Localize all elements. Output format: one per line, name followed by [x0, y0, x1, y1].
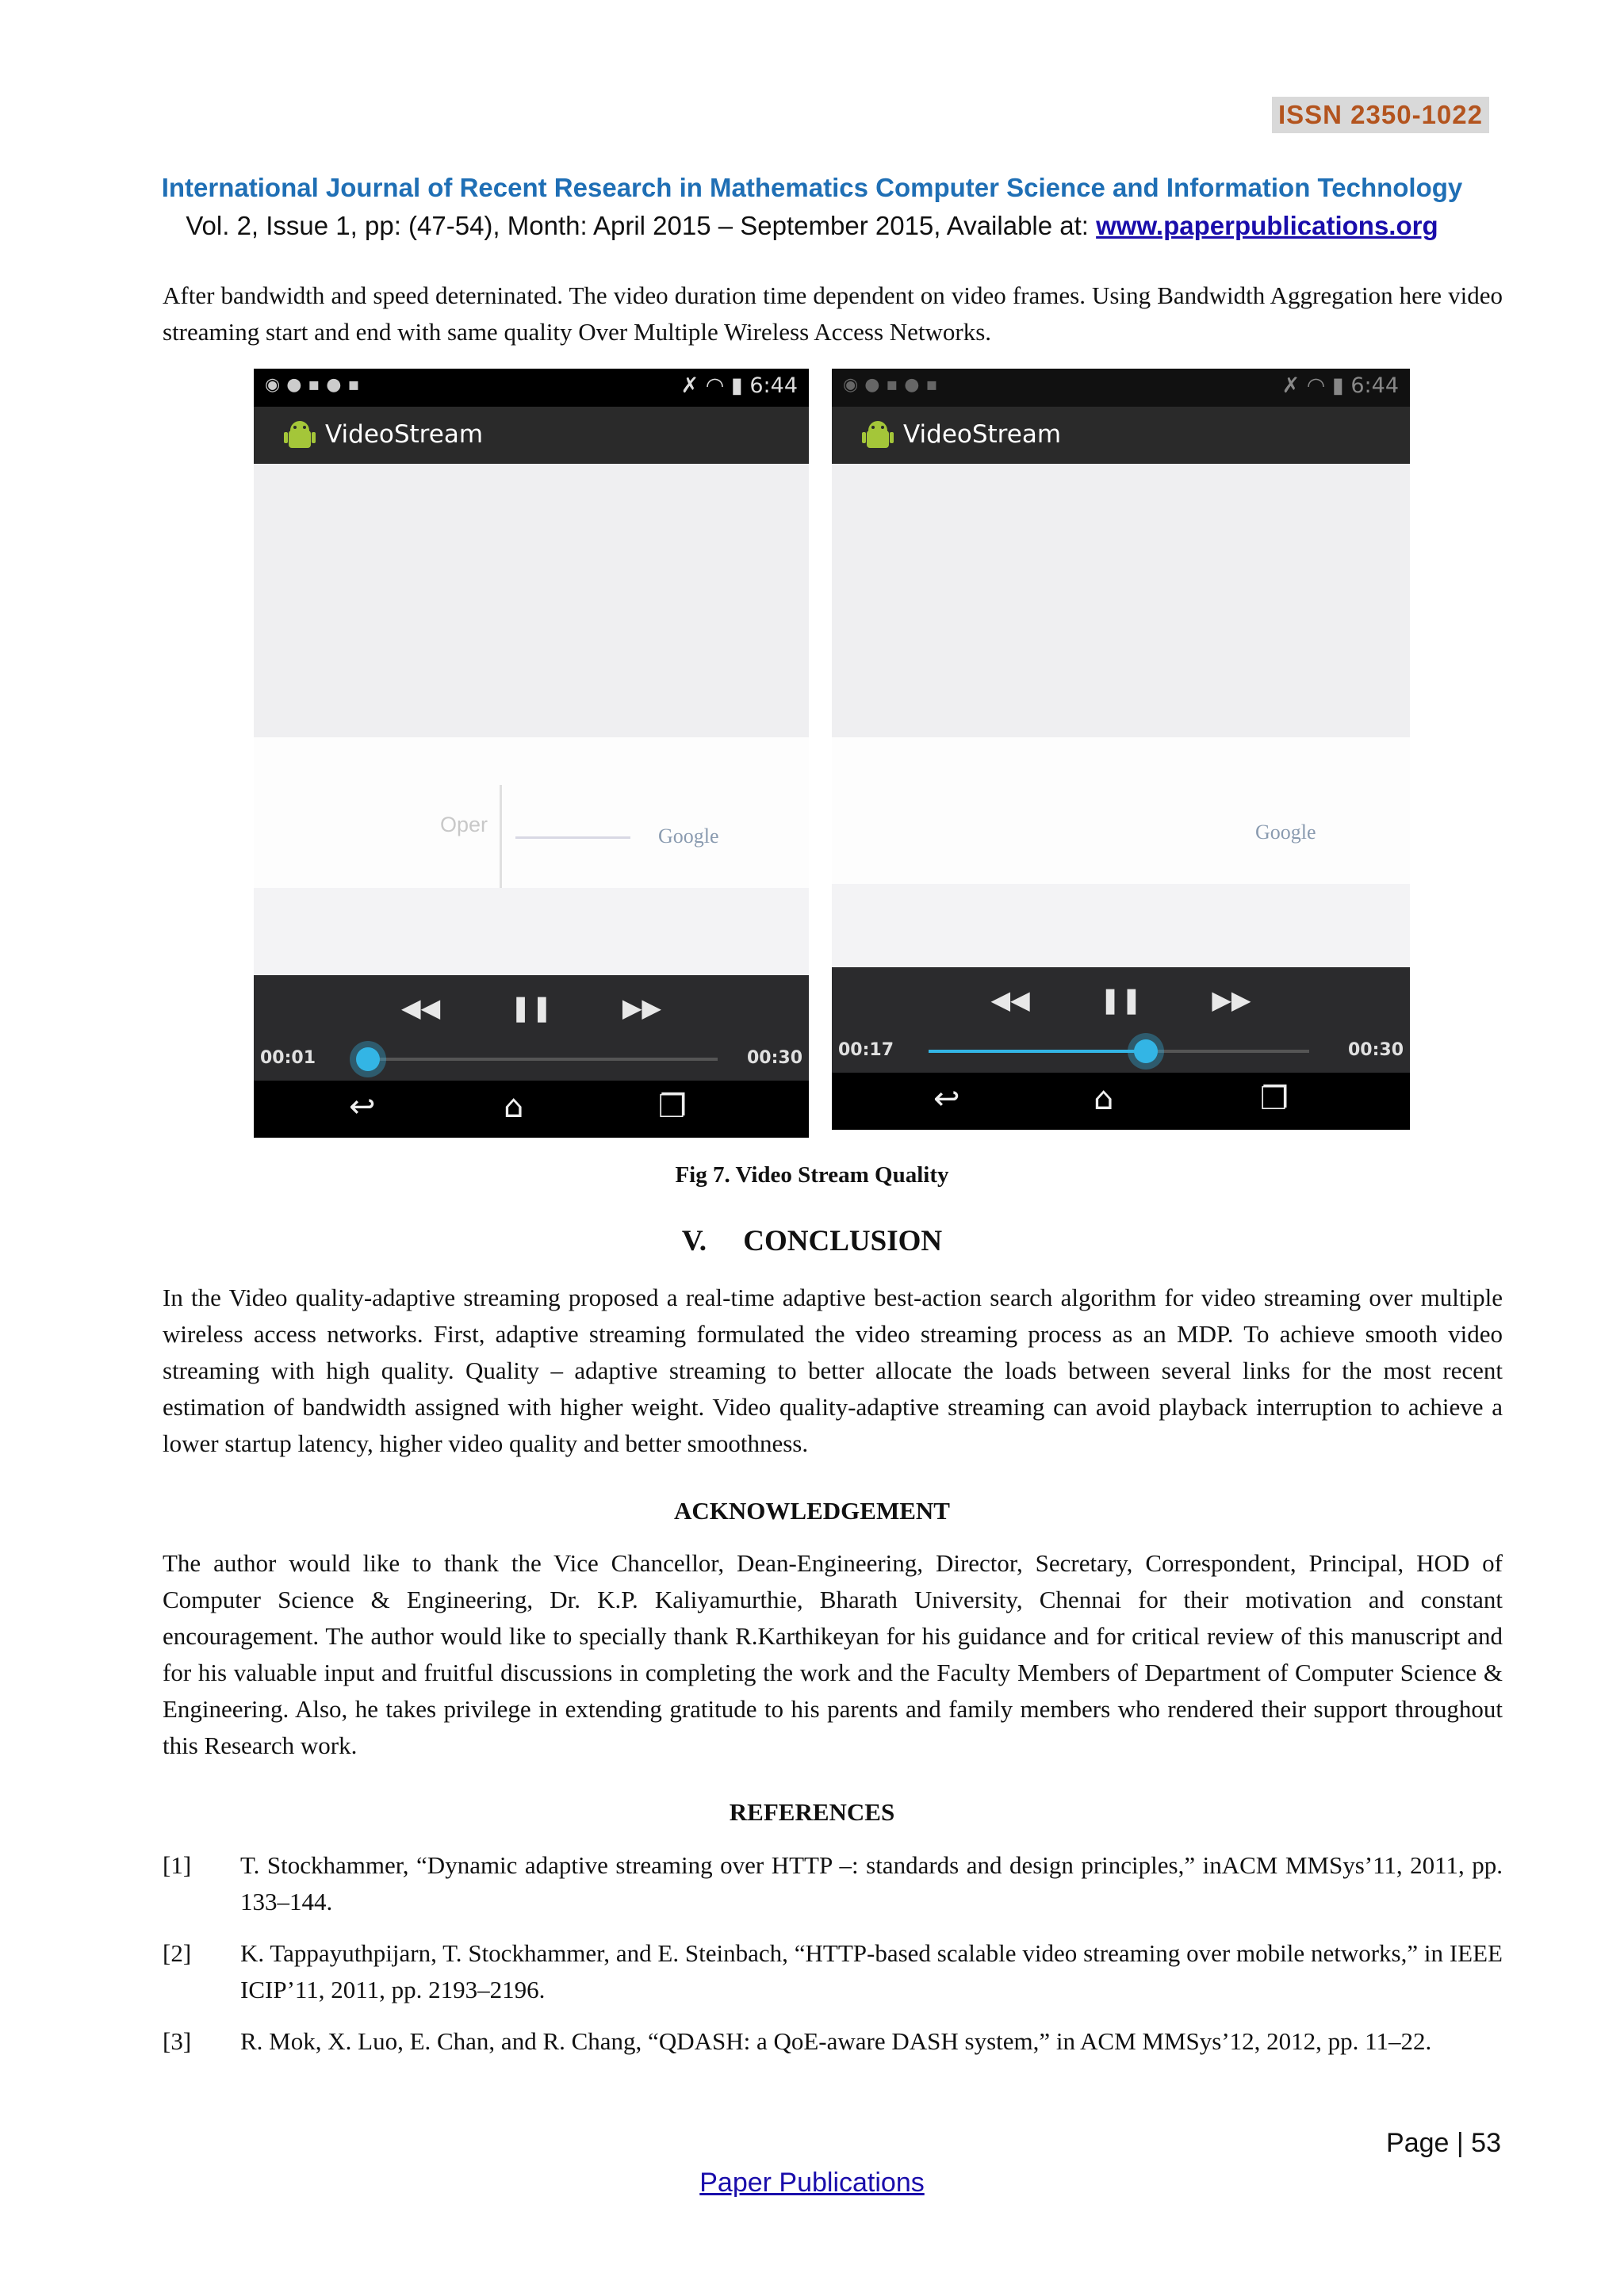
back-icon[interactable]: ↩ [349, 1089, 376, 1125]
home-icon[interactable]: ⌂ [1094, 1081, 1114, 1117]
seek-thumb[interactable] [356, 1047, 380, 1071]
app-title: VideoStream [903, 420, 1062, 449]
reference-item [163, 2023, 1503, 2096]
back-icon[interactable]: ↩ [933, 1081, 960, 1117]
notification-icons: ◉●▪●▪ [265, 375, 366, 395]
seek-thumb[interactable] [1134, 1039, 1158, 1063]
video-line [515, 836, 630, 839]
playback-buttons [832, 985, 1410, 1015]
recents-icon[interactable]: ❐ [658, 1089, 687, 1125]
overlay-text: Oper [440, 813, 488, 836]
duration-time: 00:30 [1347, 1040, 1404, 1060]
reference-number: [2] [163, 1939, 192, 1967]
intro-paragraph: After bandwidth and speed deterninated. The video duration time dependent on video frames. Using Bandwidth Aggregation here video streaming start and end with same quality Over Multiple Wireless Access Networks. [163, 281, 1503, 346]
elapsed-time: 00:17 [838, 1040, 894, 1060]
playback-buttons [254, 993, 809, 1023]
journal-site-link[interactable]: www.paperpublications.org [1096, 211, 1438, 240]
reference-text: K. Tappayuthpijarn, T. Stockhammer, and E. Steinbach, “HTTP-based scalable video streaming over mobile networks,” in IEEE ICIP’11, 2011, pp. 2193–2196. [240, 1939, 1503, 2003]
volume-text: Vol. 2, Issue 1, pp: (47-54), Month: April 2015 – September 2015, Available at: [186, 211, 1097, 240]
nav-bar [254, 1081, 809, 1138]
seek-track[interactable] [357, 1058, 718, 1061]
android-app-icon [862, 421, 894, 450]
reference-number: [3] [163, 2027, 192, 2055]
volume-line [0, 211, 1624, 241]
action-bar [832, 407, 1410, 464]
phone-screenshot-2 [832, 369, 1410, 1130]
page-number: Page | 53 [1386, 2128, 1501, 2158]
video-area-bottom [832, 884, 1410, 971]
acknowledgement-heading: ACKNOWLEDGEMENT [674, 1497, 950, 1525]
rewind-icon[interactable]: ◀◀ [990, 985, 1030, 1015]
figure-caption: Fig 7. Video Stream Quality [675, 1162, 949, 1188]
duration-time: 00:30 [746, 1048, 802, 1068]
action-bar [254, 407, 809, 464]
status-clock: ✗ ◠ ▮ 6:44 [680, 373, 798, 398]
recents-icon[interactable]: ❐ [1260, 1081, 1289, 1117]
video-area-top [832, 464, 1410, 737]
app-title: VideoStream [325, 420, 484, 449]
acknowledgement-paragraph: The author would like to thank the Vice Chancellor, Dean-Engineering, Director, Secretary, Correspondent, Principal, HOD of Computer Science & Engineering, Dr. K.P. Kaliyamurthie, Bharath University, Chennai for their motivation and constant encouragement. The author would like to specially thank R.Karthikeyan for his guidance and for critical review of this manuscript and for his valuable input and fruitful discussions in completing the work and the Faculty Members of Department of Computer Science & Engineering. Also, he takes privilege in extending gratitude to his parents and family members who rendered their support throughout this Research work. [163, 1549, 1503, 1759]
nav-bar [832, 1073, 1410, 1130]
conclusion-paragraph: In the Video quality-adaptive streaming proposed a real-time adaptive best-action search algorithm for video streaming over multiple wireless access networks. First, adaptive streaming formulated the video streaming process as an MDP. To achieve smooth video streaming with high quality. Quality – adaptive streaming to better allocate the loads between several links for the most recent estimation of bandwidth assigned with higher weight. Video quality-adaptive streaming can avoid playback interruption to achieve a lower startup latency, higher video quality and better smoothness. [163, 1284, 1503, 1457]
pause-icon[interactable]: ❚❚ [1099, 985, 1143, 1015]
pause-icon[interactable]: ❚❚ [510, 993, 553, 1023]
video-area-bottom [254, 888, 809, 983]
journal-title: International Journal of Recent Research in Mathematics Computer Science and Information Technology [161, 173, 1463, 202]
google-watermark-2: Google [1255, 821, 1316, 844]
fast-forward-icon[interactable]: ▶▶ [1212, 985, 1251, 1015]
google-watermark-1: Google [658, 825, 719, 848]
reference-item [163, 1935, 1503, 2008]
status-bar [832, 369, 1410, 407]
media-controls [254, 975, 809, 1081]
status-clock: ✗ ◠ ▮ 6:44 [1281, 373, 1399, 398]
video-divider [500, 785, 502, 904]
publisher-footer [0, 2168, 1624, 2198]
status-bar [254, 369, 809, 407]
rewind-icon[interactable]: ◀◀ [400, 993, 441, 1023]
reference-text: T. Stockhammer, “Dynamic adaptive streaming over HTTP –: standards and design principles,” inACM MMSys’11, 2011, pp. 133–144. [240, 1851, 1503, 1915]
home-icon[interactable]: ⌂ [504, 1089, 524, 1125]
references-heading: REFERENCES [729, 1798, 895, 1826]
issn-label: ISSN 2350-1022 [1272, 97, 1489, 133]
publisher-link[interactable]: Paper Publications [699, 2168, 925, 2198]
reference-text: R. Mok, X. Luo, E. Chan, and R. Chang, “QDASH: a QoE-aware DASH system,” in ACM MMSys’12, 2012, pp. 11–22. [240, 2027, 1432, 2055]
media-controls [832, 967, 1410, 1073]
elapsed-time: 00:01 [260, 1048, 316, 1068]
seek-progress [929, 1050, 1146, 1053]
video-area-top [254, 464, 809, 737]
conclusion-heading: V. CONCLUSION [681, 1225, 943, 1257]
android-app-icon [284, 421, 316, 450]
reference-item [163, 1847, 1503, 1920]
fast-forward-icon[interactable]: ▶▶ [622, 993, 662, 1023]
phone-screenshot-1 [254, 369, 809, 1138]
reference-number: [1] [163, 1851, 192, 1879]
notification-icons: ◉●▪●▪ [843, 375, 944, 395]
